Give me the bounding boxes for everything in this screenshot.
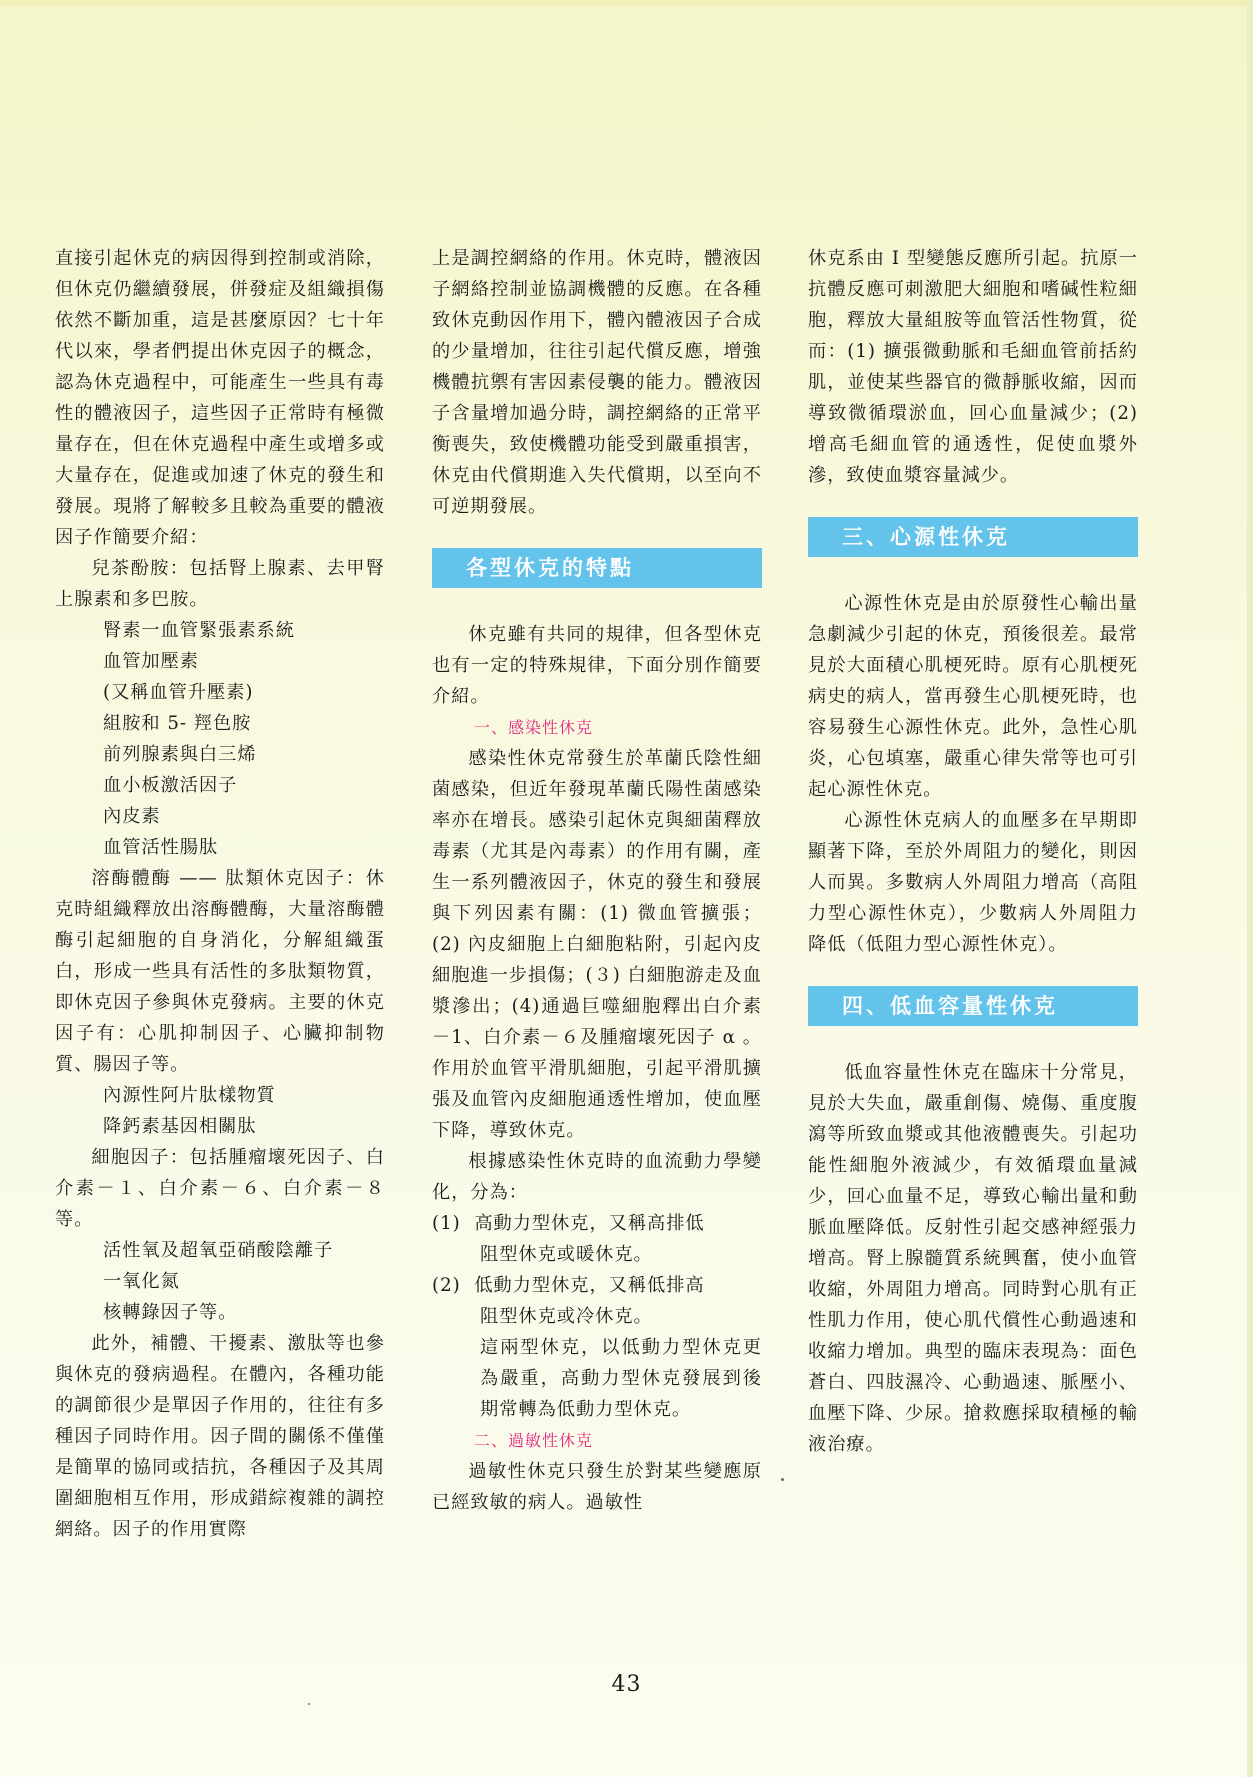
list-item: 前列腺素與白三烯 bbox=[103, 744, 257, 765]
item-number: (1) bbox=[432, 1213, 461, 1234]
list-item: 內皮素 bbox=[103, 806, 161, 827]
print-speck bbox=[308, 1703, 310, 1705]
paragraph: 溶酶體酶 —— 肽類休克因子：休克時組織釋放出溶酶體酶，大量溶酶體酶引起細胞的自身消化，分解組織蛋白，形成一些具有活性的多肽類物質，即休克因子參與休克發病。主要的休克因子有：心肌抑制因子、心臟抑制物質、腸因子等。 bbox=[55, 868, 385, 1075]
subsection-heading: 一、感染性休克 bbox=[474, 718, 594, 737]
paragraph: 此外，補體、干擾素、激肽等也參與休克的發病過程。在體內，各種功能的調節很少是單因子作用的，往往有多種因子同時作用。因子間的關係不僅僅是簡單的協同或拮抗，各種因子及其周圍細胞相互作用，形成錯綜複雜的調控網絡。因子的作用實際 bbox=[55, 1333, 385, 1540]
print-speck bbox=[781, 1478, 784, 1481]
numbered-item-cont: 阻型休克或暖休克。 bbox=[480, 1244, 653, 1265]
list-item: 降鈣素基因相關肽 bbox=[103, 1116, 257, 1137]
numbered-item bbox=[432, 1208, 762, 1239]
list-item: 血小板激活因子 bbox=[103, 775, 238, 796]
list-item: 內源性阿片肽樣物質 bbox=[103, 1085, 276, 1106]
paragraph: 心源性休克是由於原發性心輸出量急劇減少引起的休克，預後很差。最常見於大面積心肌梗死時。原有心肌梗死病史的病人，當再發生心肌梗死時，也容易發生心源性休克。此外，急性心肌炎，心包填塞，嚴重心律失常等也可引起心源性休克。 bbox=[808, 593, 1138, 800]
paragraph: 細胞因子：包括腫瘤壞死因子、白介素－１、白介素－６、白介素－８等。 bbox=[55, 1147, 385, 1230]
section-banner: 各型休克的特點 bbox=[432, 548, 762, 588]
list-item: 組胺和 5- 羥色胺 bbox=[103, 713, 252, 734]
list-item: 血管加壓素 bbox=[103, 651, 199, 672]
list-item: 核轉錄因子等。 bbox=[103, 1302, 238, 1323]
paragraph: 休克系由 I 型變態反應所引起。抗原一抗體反應可刺激肥大細胞和嗜碱性粒細胞，釋放大量組胺等血管活性物質，從而：(1) 擴張微動脈和毛細血管前括約肌，並使某些器官的微靜脈收縮，因而導致微循環淤血，回心血量減少；(2) 增高毛細血管的通透性，促使血漿外滲，致使血漿容量減少。 bbox=[808, 248, 1138, 486]
paragraph: 直接引起休克的病因得到控制或消除，但休克仍繼續發展，併發症及組織損傷依然不斷加重，這是甚麼原因？七十年代以來，學者們提出休克因子的概念，認為休克過程中，可能產生一些具有毒性的體液因子，這些因子正常時有極微量存在，但在休克過程中產生或增多或大量存在，促進或加速了休克的發生和發展。現將了解較多且較為重要的體液因子作簡要介紹： bbox=[55, 248, 385, 548]
paragraph: 這兩型休克，以低動力型休克更為嚴重，高動力型休克發展到後期常轉為低動力型休克。 bbox=[480, 1337, 762, 1420]
paragraph: 根據感染性休克時的血流動力學變化，分為： bbox=[432, 1151, 762, 1203]
paragraph: 兒茶酚胺：包括腎上腺素、去甲腎上腺素和多巴胺。 bbox=[55, 558, 385, 610]
paragraph: 心源性休克病人的血壓多在早期即顯著下降，至於外周阻力的變化，則因人而異。多數病人外周阻力增高（高阻力型心源性休克），少數病人外周阻力降低（低阻力型心源性休克）。 bbox=[808, 810, 1138, 955]
paragraph: 上是調控網絡的作用。休克時，體液因子網絡控制並協調機體的反應。在各種致休克動因作用下，體內體液因子合成的少量增加，往往引起代償反應，增強機體抗禦有害因素侵襲的能力。體液因子含量增加過分時，調控網絡的正常平衡喪失，致使機體功能受到嚴重損害，休克由代償期進入失代償期，以至向不可逆期發展。 bbox=[432, 248, 762, 517]
list-item: (又稱血管升壓素) bbox=[103, 682, 254, 703]
column-1 bbox=[55, 243, 385, 1545]
section-banner: 三、心源性休克 bbox=[808, 517, 1138, 557]
item-number: (2) bbox=[432, 1275, 461, 1296]
numbered-item bbox=[432, 1270, 762, 1301]
paragraph: 過敏性休克只發生於對某些變應原已經致敏的病人。過敏性 bbox=[432, 1461, 762, 1513]
list-item: 腎素一血管緊張素系統 bbox=[103, 620, 295, 641]
list-item: 一氧化氮 bbox=[103, 1271, 180, 1292]
list-item: 活性氧及超氧亞硝酸陰離子 bbox=[103, 1240, 334, 1261]
subsection-heading: 二、過敏性休克 bbox=[474, 1431, 594, 1450]
page-number: 43 bbox=[611, 1672, 642, 1697]
page-right-edge bbox=[1247, 0, 1253, 1777]
paragraph: 休克雖有共同的規律，但各型休克也有一定的特殊規律，下面分別作簡要介紹。 bbox=[432, 624, 762, 707]
column-2 bbox=[432, 243, 762, 1518]
paragraph: 低血容量性休克在臨床十分常見，見於大失血，嚴重創傷、燒傷、重度腹瀉等所致血漿或其他液體喪失。引起功能性細胞外液減少，有效循環血量減少，回心血量不足，導致心輸出量和動脈血壓降低。反射性引起交感神經張力增高。腎上腺髓質系統興奮，使小血管收縮，外周阻力增高。同時對心肌有正性肌力作用，使心肌代償性心動過速和收縮力增加。典型的臨床表現為：面色蒼白、四肢濕冷、心動過速、脈壓小、血壓下降、少尿。搶救應採取積極的輸液治療。 bbox=[808, 1062, 1138, 1455]
list-item: 血管活性腸肽 bbox=[103, 837, 219, 858]
item-text: 低動力型休克，又稱低排高 bbox=[474, 1275, 705, 1296]
paragraph: 感染性休克常發生於革蘭氏陰性細菌感染，但近年發現革蘭氏陽性菌感染率亦在增長。感染引起休克與細菌釋放毒素（尤其是內毒素）的作用有關，產生一系列體液因子，休克的發生和發展與下列因素有關：(1) 微血管擴張；(2) 內皮細胞上白細胞粘附，引起內皮細胞進一步損傷；(３) 白細胞游走及血漿滲出；(4)通過巨噬細胞釋出白介素－1、白介素－６及腫瘤壞死因子 α 。作用於血管平滑肌細胞，引起平滑肌擴張及血管內皮細胞通透性增加，使血壓下降，導致休克。 bbox=[432, 748, 762, 1141]
item-text: 高動力型休克，又稱高排低 bbox=[474, 1213, 705, 1234]
section-banner: 四、低血容量性休克 bbox=[808, 986, 1138, 1026]
page-top-edge bbox=[0, 0, 1253, 6]
column-3 bbox=[808, 243, 1138, 1460]
numbered-item-cont: 阻型休克或冷休克。 bbox=[480, 1306, 653, 1327]
